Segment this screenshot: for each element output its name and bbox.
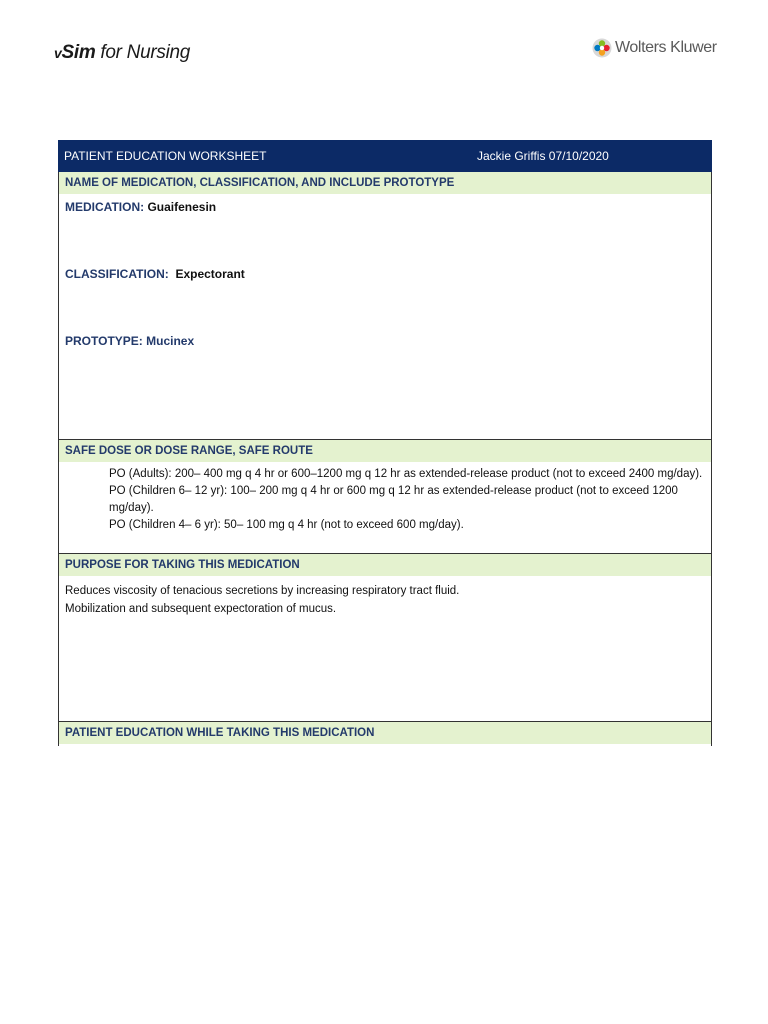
section-title-dose: SAFE DOSE OR DOSE RANGE, SAFE ROUTE <box>59 440 711 462</box>
worksheet-title: PATIENT EDUCATION WORKSHEET <box>64 149 267 163</box>
section-title-education: PATIENT EDUCATION WHILE TAKING THIS MEDICATION <box>59 722 711 744</box>
classification-field <box>65 267 245 281</box>
vsim-logo <box>54 42 190 64</box>
purpose-text <box>65 582 459 618</box>
classification-value: Expectorant <box>175 267 245 281</box>
publisher-logo <box>592 38 717 58</box>
section-title-medication: NAME OF MEDICATION, CLASSIFICATION, AND INCLUDE PROTOTYPE <box>59 172 711 194</box>
dose-line-children-6-12: PO (Children 6– 12 yr): 100– 200 mg q 4 hr or 600 mg q 12 hr as extended-release product (not to exceed 1200 mg/day). <box>109 485 678 514</box>
classification-label: CLASSIFICATION: <box>65 267 169 281</box>
dose-line-adults: PO (Adults): 200– 400 mg q 4 hr or 600–1200 mg q 12 hr as extended-release product (not to exceed 2400 mg/day). <box>109 468 703 480</box>
wolters-kluwer-icon <box>592 38 612 58</box>
publisher-name: Wolters Kluwer <box>615 39 717 56</box>
medication-field <box>65 200 216 214</box>
medication-label: MEDICATION: <box>65 200 145 214</box>
dose-list <box>109 466 704 534</box>
prototype-field <box>65 334 194 348</box>
student-name-date: Jackie Griffis 07/10/2020 <box>477 149 609 163</box>
purpose-line-2: Mobilization and subsequent expectoration of mucus. <box>65 603 337 615</box>
section-dose <box>59 462 711 554</box>
section-education <box>59 744 711 746</box>
prototype-value: Mucinex <box>146 334 195 348</box>
section-purpose <box>59 576 711 722</box>
prototype-label: PROTOTYPE: <box>65 334 143 348</box>
brand-sim: Sim <box>61 42 96 63</box>
brand-suffix: for Nursing <box>95 42 191 63</box>
worksheet-header <box>58 140 712 172</box>
worksheet <box>58 140 712 746</box>
worksheet-body <box>58 172 712 746</box>
brand-prefix: v <box>54 45 62 61</box>
purpose-line-1: Reduces viscosity of tenacious secretions by increasing respiratory tract fluid. <box>65 585 460 597</box>
medication-value: Guaifenesin <box>147 200 217 214</box>
section-title-purpose: PURPOSE FOR TAKING THIS MEDICATION <box>59 554 711 576</box>
dose-line-children-4-6: PO (Children 4– 6 yr): 50– 100 mg q 4 hr (not to exceed 600 mg/day). <box>109 519 464 531</box>
section-medication <box>59 194 711 440</box>
